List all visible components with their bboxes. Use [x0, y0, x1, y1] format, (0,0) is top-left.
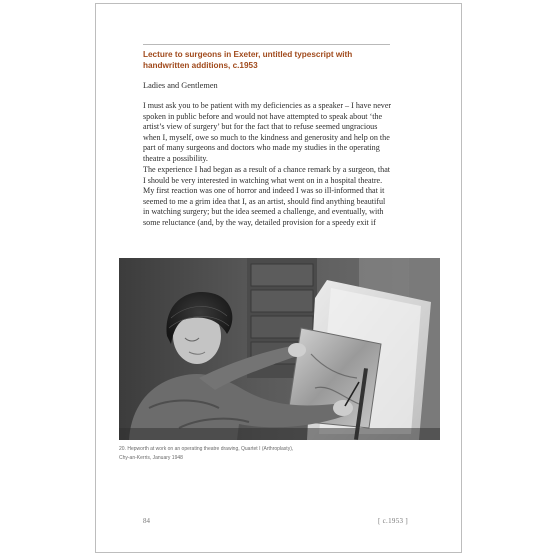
caption-line-1: 20. Hepworth at work on an operating theatre drawing, Quartet I (Arthroplasty),	[119, 446, 294, 452]
caption-line-2: Chy-an-Kerris, January 1948	[119, 454, 183, 461]
top-rule	[143, 44, 390, 45]
paragraph-1	[143, 101, 415, 165]
paragraph-1-line: artist’s view of surgery’ but for the fact that to refuse seemed ungracious	[143, 122, 378, 132]
archival-photograph	[119, 258, 440, 440]
photo-caption	[119, 445, 419, 462]
paragraph-1-line: when I, myself, owe so much to the kindness and generosity and help on the	[143, 132, 390, 142]
paragraph-2-line: in watching surgery; but the idea seemed a challenge, and eventually, with	[143, 207, 384, 217]
paragraph-2-line: seemed to me a grim idea that I, as an artist, should find anything beautiful	[143, 196, 386, 206]
paragraph-2-line: some reluctance (and, by the way, detailed provision for a speedy exit if	[143, 217, 376, 227]
paragraph-1-line: theatre a possibility.	[143, 153, 208, 163]
section-heading	[143, 50, 403, 72]
page-number: 84	[143, 517, 150, 525]
photograph-illustration	[119, 258, 440, 440]
paragraph-2-line: I should be very interested in watching what went on in a hospital theatre.	[143, 175, 383, 185]
paragraph-1-line: part of many surgeons and doctors who made my studies in the operating	[143, 143, 380, 153]
heading-line-1: Lecture to surgeons in Exeter, untitled typescript with	[143, 50, 353, 59]
book-page	[95, 3, 462, 553]
salutation: Ladies and Gentlemen	[143, 81, 218, 90]
paragraph-2	[143, 165, 415, 229]
paragraph-1-line: spoken in public before and would not have attempted to speak about ‘the	[143, 111, 383, 121]
paragraph-1-line: I must ask you to be patient with my deficiencies as a speaker – I have never	[143, 101, 392, 110]
paragraph-2-line: My first reaction was one of horror and indeed I was so ill-informed that it	[143, 186, 385, 196]
running-head: [ c.1953 ]	[377, 517, 408, 525]
paragraph-2-line: The experience I had began as a result of a chance remark by a surgeon, that	[143, 165, 391, 174]
heading-line-2: handwritten additions, c.1953	[143, 60, 258, 70]
